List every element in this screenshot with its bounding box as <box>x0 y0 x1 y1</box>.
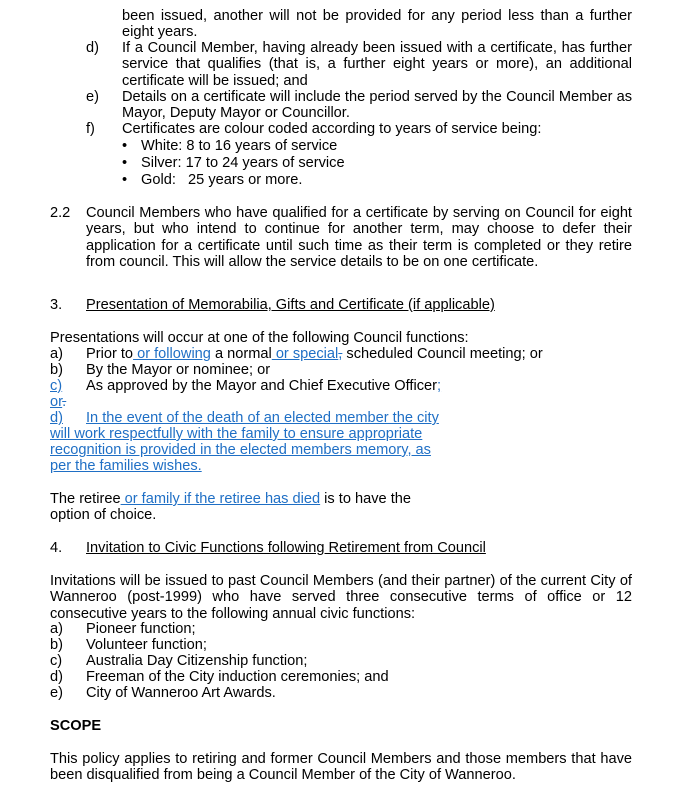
bullet-gold: • Gold: 25 years or more. <box>141 172 302 188</box>
bullet-white: • White: 8 to 16 years of service <box>141 138 337 154</box>
item-f-text: Certificates are colour coded according to years of service being: <box>122 121 542 137</box>
retiree-choice-line2: option of choice. <box>50 507 157 523</box>
s3-item-d-marker: d) <box>50 410 63 426</box>
item-c-continuation: been issued, another will not be provided for any period less than a further eight years. <box>122 8 632 41</box>
s3-item-d-line4: per the families wishes. <box>50 458 202 474</box>
s3-item-c-marker: c) <box>50 378 63 394</box>
section-2-2-text: Council Members who have qualified for a certificate by serving on Council for eight years, but who intend to continue for another term, may choose to defer their application for a certificate until such time as their term is completed or they retire from council. This will allow the service details to be on one certificate. <box>86 205 632 270</box>
item-f-marker: f) <box>86 121 95 137</box>
s3-item-c-continuation: or. <box>50 394 67 410</box>
s3-item-a-text: Prior to or following a normal or special, scheduled Council meeting; or <box>86 346 543 362</box>
scope-heading: SCOPE <box>50 718 102 734</box>
bullet-silver: • Silver: 17 to 24 years of service <box>141 155 345 171</box>
item-e-marker: e) <box>86 89 99 105</box>
s3-item-a-marker: a) <box>50 346 63 362</box>
s3-item-d-line2: will work respectfully with the family to ensure appropriate <box>50 426 423 442</box>
retiree-choice-text: The retiree or family if the retiree has died is to have the <box>50 491 411 507</box>
section-4-number: 4. <box>50 540 63 556</box>
item-d-marker: d) <box>86 40 99 56</box>
s3-item-d-line3: recognition is provided in the elected members memory, as <box>50 442 431 458</box>
section-3-heading: Presentation of Memorabilia, Gifts and Certificate (if applicable) <box>86 297 495 313</box>
s3-item-d-text: In the event of the death of an elected member the city <box>86 410 439 426</box>
s3-item-b-text: By the Mayor or nominee; or <box>86 362 271 378</box>
s3-item-c-text: As approved by the Mayor and Chief Executive Officer; <box>86 378 442 394</box>
section-2-2-number: 2.2 <box>50 205 71 221</box>
section-4-heading: Invitation to Civic Functions following Retirement from Council <box>86 540 486 556</box>
item-e-text: Details on a certificate will include the period served by the Council Member as Mayor, Deputy Mayor or Councillor. <box>122 89 632 122</box>
s3-item-b-marker: b) <box>50 362 63 378</box>
item-d-text: If a Council Member, having already been issued with a certificate, has further service that qualifies (that is, a further eight years or more), an additional certificate will be issued; and <box>122 40 632 89</box>
scope-text: This policy applies to retiring and former Council Members and those members that have been disqualified from being a Council Member of the City of Wanneroo. <box>50 751 632 784</box>
section-3-intro: Presentations will occur at one of the following Council functions: <box>50 330 469 346</box>
section-3-number: 3. <box>50 297 63 313</box>
section-4-intro: Invitations will be issued to past Council Members (and their partner) of the current City of Wanneroo (post-1999) who have served three consecutive terms of office or 12 consecutive years to the following annual civic functions: <box>50 573 632 622</box>
